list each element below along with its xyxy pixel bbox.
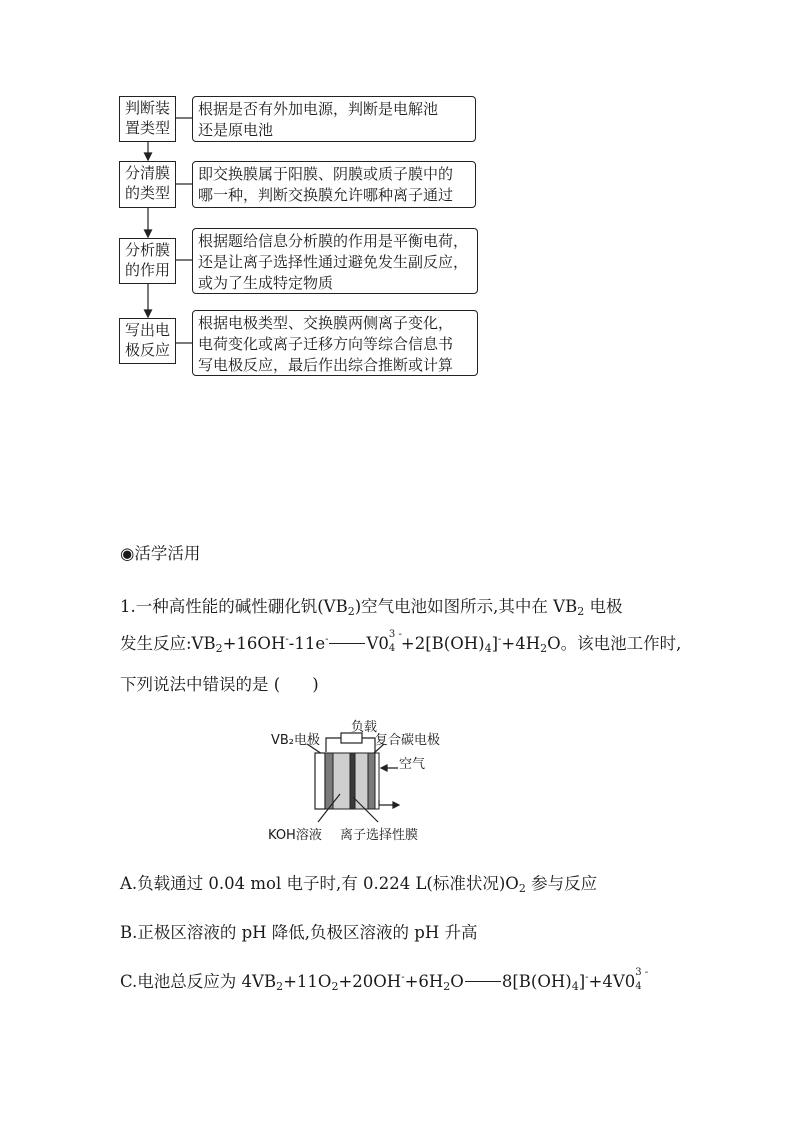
flow-step-3-desc: 根据题给信息分析膜的作用是平衡电荷， 还是让离子选择性通过避免发生副反应， 或为了生成特定物质: [192, 228, 478, 294]
reaction-arrow: [465, 981, 501, 982]
section-title: ◉活学活用: [120, 544, 201, 563]
question-stem-line-2: 发生反应$:VB_2+16OH^--11e^-$ V0 3 - 4 $+2[B(OH)_4]^-+4H_2O$。该电池工作时,: [120, 629, 682, 655]
option-c: C.电池总反应为 $4VB_2+11O_2+20OH^-+6H_2O$ $8[B(OH)_4]^-+4V0$ 3 - 4: [120, 967, 649, 993]
question-stem-line-1: 1.一种高性能的碱性硼化钒$(VB_2)$空气电池如图所示,其中在 $VB_2$ 电极: [120, 597, 623, 618]
flow-step-2-label: 分清膜 的类型: [119, 161, 176, 208]
option-a: A.负载通过 0.04 mol 电子时,有 0.224 L(标准状况)$O_2$ 参与反应: [120, 874, 598, 895]
flow-step-4-label: 写出电 极反应: [119, 318, 176, 364]
carbon-electrode-label: 复合碳电极: [375, 733, 441, 748]
koh-solution-label: KOH溶液: [268, 828, 322, 843]
flow-step-1-desc: 根据是否有外加电源，判断是电解池 还是原电池: [192, 96, 476, 142]
flow-step-3-label: 分析膜 的作用: [119, 238, 176, 284]
subsup: 3 - 4: [388, 629, 402, 654]
vb2-electrode-label: VB₂电极: [271, 733, 321, 748]
option-b: B.正极区溶液的 pH 降低,负极区溶液的 pH 升高: [120, 923, 478, 942]
bullet-icon: ◉: [120, 544, 135, 563]
flow-step-2-desc: 即交换膜属于阳膜、阴膜或质子膜中的 哪一种，判断交换膜允许哪种离子通过: [192, 161, 476, 208]
air-label: 空气: [399, 757, 426, 772]
load-label: 负载: [351, 720, 378, 735]
question-stem-line-3: 下列说法中错误的是 ( ): [120, 675, 319, 694]
flow-step-4-desc: 根据电极类型、交换膜两侧离子变化， 电荷变化或离子迁移方向等综合信息书 写电极反应，最后作出综合推断或计算: [192, 310, 478, 376]
flow-step-1-label: 判断装 置类型: [119, 96, 176, 142]
subsup: 3 - 4: [635, 967, 649, 992]
membrane-label: 离子选择性膜: [340, 828, 419, 843]
